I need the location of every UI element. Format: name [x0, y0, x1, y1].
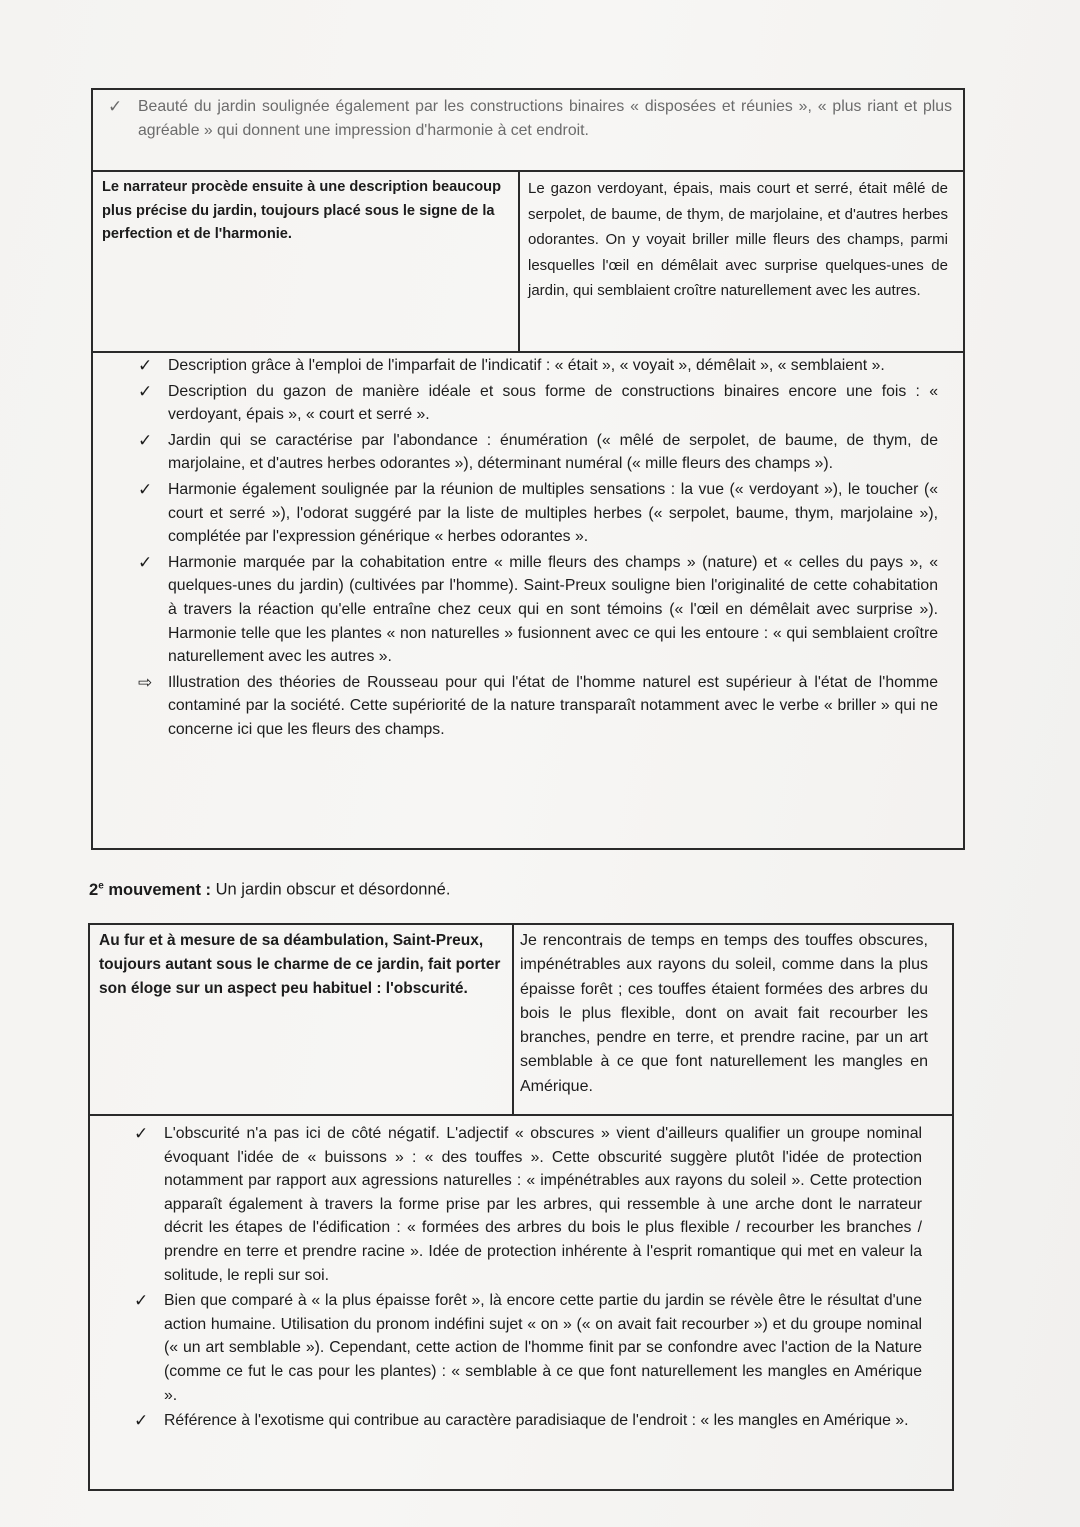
bullet-item: ✓ L'obscurité n'a pas ici de côté négatif. L'adjectif « obscures » vient d'ailleurs qualifier un groupe nominal évoquant l'idée de « buissons » : « des touffes ». Cette obscurité suggère plutôt l'idée de protection notamment par rapport aux agressions naturelles : « impénétrables aux rayons du soleil ». Cette protection apparaît également à travers la forme prise par les arbres, qui ressemble à une arche dont le narrateur décrit les étapes de l'édification : « formées des arbres du bois le plus flexible / recourber les branches / prendre en terre et prendre racine ». Idée de protection inhérente à l'esprit romantique qui met en valeur la solitude, le repli sur soi. [134, 1124, 922, 1284]
commentary-left-1: Le narrateur procède ensuite à une description beaucoup plus précise du jardin, toujours placé sous le signe de la perfection et de l'harmonie. [102, 179, 501, 242]
section-heading [89, 880, 450, 900]
text-quote-1: Le gazon verdoyant, épais, mais court et serré, était mêlé de serpolet, de baume, de thym, de marjolaine, et d'autres herbes odorantes. On y voyait briller mille fleurs des champs, parmi lesquelles l'œil en démêlait avec surprise quelques-unes de jardin, qui semblaient croître naturellement avec les autres. [528, 180, 948, 300]
divider [518, 170, 520, 352]
check-icon: ✓ [134, 1291, 149, 1311]
bullet-item: ✓ Référence à l'exotisme qui contribue au caractère paradisiaque de l'endroit : « les mangles en Amérique ». [130, 1409, 922, 1433]
section-number: 2 [89, 880, 99, 899]
bullet-item: ✓ Harmonie également soulignée par la réunion de multiples sensations : la vue (« verdoyant »), le toucher (« court et serré »), l'odorat suggéré par la liste de multiples herbes (« serpolet, baume, thym, marjolaine »), complétée par l'expression générique « herbes odorantes ». [138, 479, 938, 546]
bullet-item: ✓ Description grâce à l'emploi de l'imparfait de l'indicatif : « était », « voyait », démêlait », « semblaient ». [134, 354, 938, 378]
divider [91, 170, 965, 172]
section-label: mouvement : [103, 880, 216, 899]
check-icon: ✓ [108, 97, 123, 116]
analysis-bullets-1 [134, 354, 938, 742]
bullet-item: ✓ Bien que comparé à « la plus épaisse forêt », là encore cette partie du jardin se révèle être le résultat d'une action humaine. Utilisation du pronom indéfini sujet « on » (« on avait fait recourber ») et du groupe nominal (« un art semblable »). Cependant, cette action de l'homme finit par se confondre avec l'action de la Nature (comme ce fut le cas pour les plantes) : « semblable à ce que font naturellement les mangles en Amérique ». [134, 1291, 922, 1404]
divider [91, 351, 965, 353]
commentary-left-2: Au fur et à mesure de sa déambulation, Saint-Preux, toujours autant sous le charme de ce jardin, fait porter son éloge sur un aspect peu habituel : l'obscurité. [99, 932, 501, 997]
check-icon: ✓ [138, 552, 153, 572]
check-icon: ✓ [134, 1124, 149, 1143]
check-icon: ✓ [134, 1411, 149, 1431]
bullet-item: ✓ Harmonie marquée par la cohabitation entre « mille fleurs des champs » (nature) et « celles du pays », « quelques-unes du jardin) (cultivées par l'homme). Saint-Preux souligne bien l'originalité de cette cohabitation à travers la réaction qu'elle entraîne chez ceux qui en sont témoins (« l'œil en démêlait avec surprise »). Harmonie telle que les plantes « non naturelles » fusionnent avec ce qui les entoure : « qui semblaient croître naturellement avec les autres ». [138, 552, 938, 666]
check-icon: ✓ [138, 479, 153, 499]
divider [512, 923, 514, 1115]
bullet-item: ✓ Jardin qui se caractérise par l'abondance : énumération (« mêlé de serpolet, de baume, de thym, de marjolaine, et d'autres herbes odorantes »), déterminant numéral (« mille fleurs des champs »). [138, 430, 938, 473]
analysis-bullets-2 [130, 1122, 922, 1433]
bullet-item: ✓ Description du gazon de manière idéale et sous forme de constructions binaires encore une fois : « verdoyant, épais », « court et serré ». [138, 381, 938, 424]
check-icon: ✓ [138, 430, 153, 450]
check-icon: ✓ [138, 381, 153, 401]
top-bullet-text: Beauté du jardin soulignée également par les constructions binaires « disposées et réunies », « plus riant et plus agréable » qui donnent une impression d'harmonie à cet endroit. [138, 98, 952, 139]
check-icon: ✓ [138, 356, 153, 375]
top-bullet [104, 95, 952, 142]
arrow-right-icon: ⇨ [138, 672, 153, 692]
conclusion-item: ⇨ Illustration des théories de Rousseau pour qui l'état de l'homme naturel est supérieur à l'état de l'homme contaminé par la société. Cette supériorité de la nature transparaît notamment avec le verbe « briller » qui ne concerne ici que les fleurs des champs. [138, 672, 938, 738]
divider [88, 1114, 954, 1116]
section-suffix: e [98, 880, 104, 891]
section-title: Un jardin obscur et désordonné. [215, 880, 451, 899]
text-quote-2: Je rencontrais de temps en temps des touffes obscures, impénétrables aux rayons du soleil, comme dans la plus épaisse forêt ; ces touffes étaient formées des arbres du bois le plus flexible, dont on avait fait recourber les branches, pendre en terre, et prendre racine, par un art semblable à ce que font naturellement les mangles en Amérique. [520, 932, 928, 1095]
